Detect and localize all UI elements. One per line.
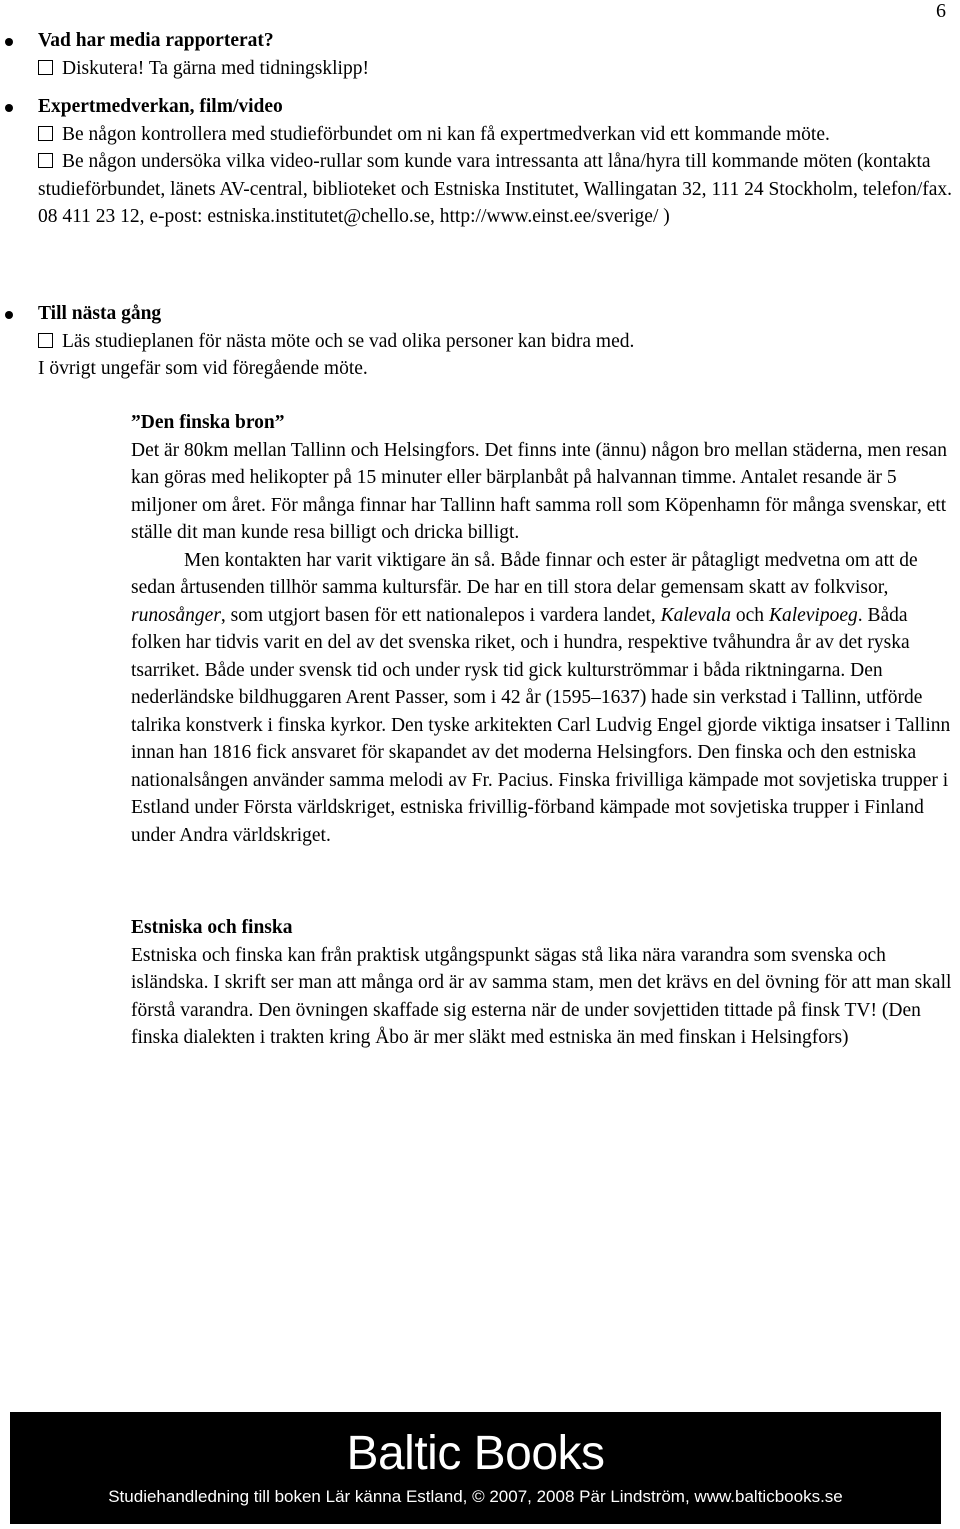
checklist-item: Be någon undersöka vilka video-rullar som kunde vara intressanta att låna/hyra till kommande möten (kontakta studieförbundet, länets AV-central, biblioteket och Estniska Institutet, Wallingatan 32, 111 24 Stockholm, telefon/fax. 08 411 23 12, e-post: estniska.institutet@chello.se, http://www.einst.ee/sverige/ ) (38, 151, 953, 227)
section-expert (38, 93, 958, 231)
checklist-item: Diskutera! Ta gärna med tidningsklipp! (38, 55, 958, 83)
article-title: ”Den finska bron” (131, 412, 285, 433)
article-paragraph: Det är 80km mellan Tallinn och Helsingfors. Det finns inte (ännu) någon bro mellan städerna, men resan kan göras med helikopter på 15 minuter eller bärplanbåt på halvannan timme. Antalet resande är 5 miljoner om året. För många finnar har Tallinn haft samma roll som Köpenhamn för många svenskar, ett ställe dit man kunde resa billigt och dricka billigt. (131, 439, 947, 543)
checklist-item: Läs studieplanen för nästa möte och se vad olika personer kan bidra med. (38, 328, 958, 356)
section-next-time (38, 300, 958, 383)
bullet-icon (5, 104, 13, 112)
article-title: Estniska och finska (131, 917, 293, 938)
checklist-item: Be någon kontrollera med studieförbundet om ni kan få expertmedverkan vid ett kommande möte. (38, 121, 958, 149)
bullet-icon (5, 38, 13, 46)
footer-subtitle: Studiehandledning till boken Lär känna Estland, © 2007, 2008 Pär Lindström, www.balticbooks.se (108, 1487, 843, 1506)
footer-banner (10, 1412, 941, 1524)
checkbox-icon (38, 60, 53, 75)
section-note: I övrigt ungefär som vid föregående möte. (38, 358, 368, 379)
article-paragraph: Estniska och finska kan från praktisk utgångspunkt sägas stå lika nära varandra som svenska och isländska. I skrift ser man att många ord är av samma stam, men det krävs en del övning för att man skall förstå varandra. Den övningen skaffade sig esterna när de under sovjettiden tittade på finsk TV! (Den finska dialekten i trakten kring Åbo är mer släkt med estniska än med finskan i Helsingfors) (131, 944, 952, 1048)
article-estniska-finska (131, 914, 959, 1052)
section-heading: Vad har media rapporterat? (38, 30, 274, 51)
checkbox-icon (38, 126, 53, 141)
checkbox-icon (38, 333, 53, 348)
article-finska-bron (131, 409, 959, 849)
page-number: 6 (936, 0, 946, 22)
checkbox-icon (38, 153, 53, 168)
footer-title: Baltic Books (346, 1427, 605, 1480)
section-heading: Expertmedverkan, film/video (38, 96, 283, 117)
section-heading: Till nästa gång (38, 303, 162, 324)
section-media (38, 27, 958, 82)
article-paragraph: Men kontakten har varit viktigare än så. Både finnar och ester är påtagligt medvetna om att de sedan årtusenden tillhör samma kultursfär. De har en till stora delar gemensam skatt av folkvisor, runosånger, som utgjort basen för ett nationalepos i vardera landet, Kalevala och Kalevipoeg. Båda folken har tidvis varit en del av det svenska riket, och i hundra, respektive tvåhundra år av det ryska tsarriket. Både under svensk tid och under rysk tid gick kulturströmmar i båda riktningarna. Den nederländske bildhuggaren Arent Passer, som i 42 år (1595–1637) hade sin verkstad i Tallinn, utförde talrika konstverk i finska kyrkor. Den tyske arkitekten Carl Ludvig Engel gjorde viktiga insatser i Tallinn innan han 1816 fick ansvaret för skapandet av det moderna Helsingfors. Den finska och den estniska nationalsången använder samma melodi av Fr. Pacius. Finska frivilliga kämpade mot sovjetiska trupper i Estland under Första världskriget, estniska frivillig-förband kämpade mot sovjetiska trupper i Finland under Andra världskriget. (131, 549, 951, 846)
bullet-icon (5, 311, 13, 319)
